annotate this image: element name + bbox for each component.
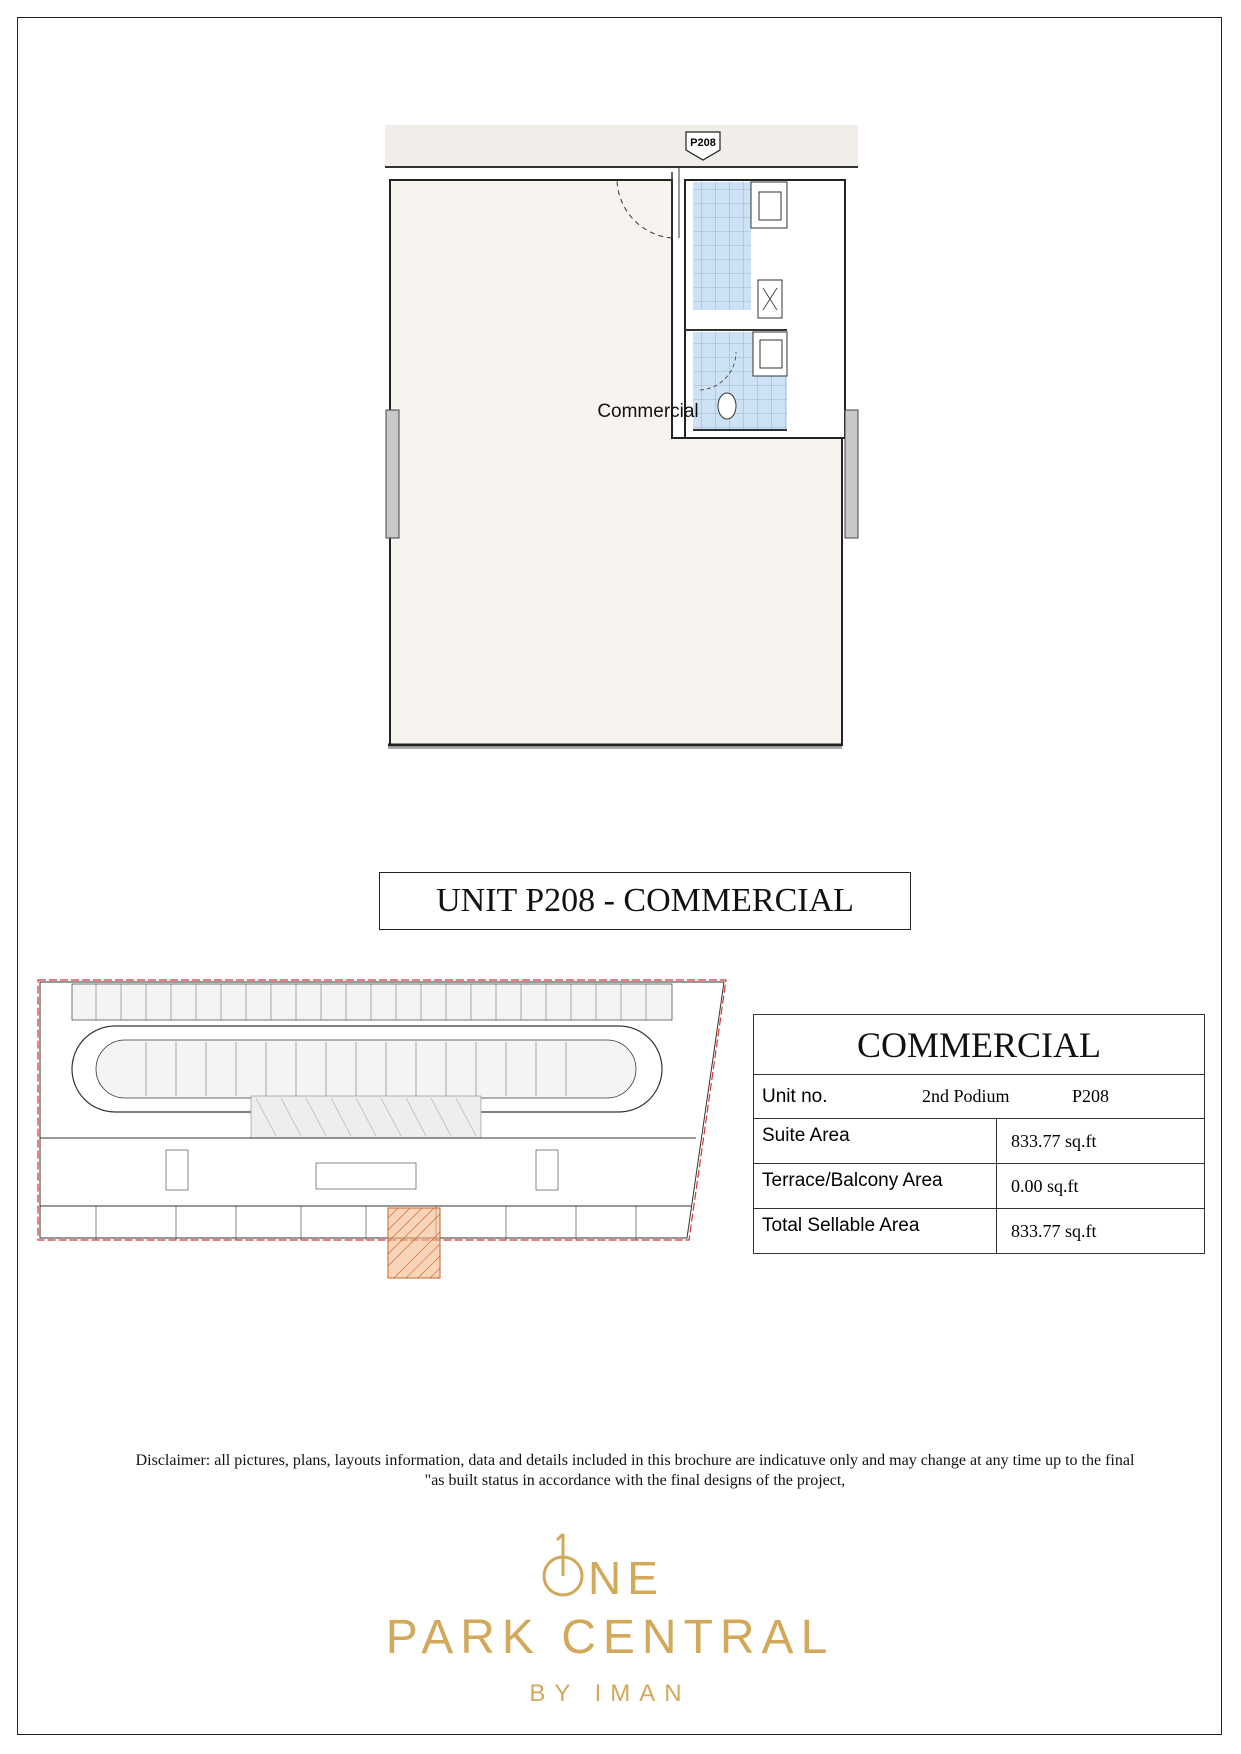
toilet-icon [718,393,736,419]
disclaimer-line: Disclaimer: all pictures, plans, layouts information, data and details included in this brochure are indicatuve only and may change at any time up to the final [135,1452,1135,1469]
sink-icon [759,192,781,220]
area-table [753,1014,1205,1254]
table-row [754,1164,1204,1209]
highlighted-unit [388,1208,440,1278]
disclaimer [60,1451,1210,1491]
sink-icon [760,340,782,368]
logo-line-2: PARK CENTRAL [385,1611,835,1664]
logo-one-mark [544,1534,582,1595]
column [845,410,858,538]
unit-label: Unit no. [762,1085,828,1107]
table-heading: COMMERCIAL [754,1015,1204,1075]
row-label: Suite Area [754,1119,997,1163]
row-value: 833.77 sq.ft [1011,1221,1097,1241]
key-plan [36,978,729,1279]
unit-code: P208 [1072,1086,1110,1106]
one-park-central-logo [370,1528,850,1718]
logo-line-3: BY IMAN [529,1680,691,1707]
unit-row [754,1075,1204,1119]
unit-title: UNIT P208 - COMMERCIAL [379,872,911,930]
floor-value: 2nd Podium [922,1086,1010,1106]
row-label: Terrace/Balcony Area [754,1164,997,1208]
disclaimer-line: "as built status in accordance with the final designs of the project, [424,1472,846,1489]
row-value: 833.77 sq.ft [1011,1131,1097,1151]
row-label: Total Sellable Area [754,1209,997,1253]
logo-line-1: NE [588,1552,664,1604]
table-row [754,1119,1204,1164]
svg-text:P208: P208 [690,137,716,149]
corridor [385,125,858,167]
table-row [754,1209,1204,1253]
row-value: 0.00 sq.ft [1011,1176,1079,1196]
washroom-tiles [693,182,751,310]
room-label: Commercial [597,401,699,422]
column [386,410,399,538]
unit-floor-plan [380,120,860,760]
